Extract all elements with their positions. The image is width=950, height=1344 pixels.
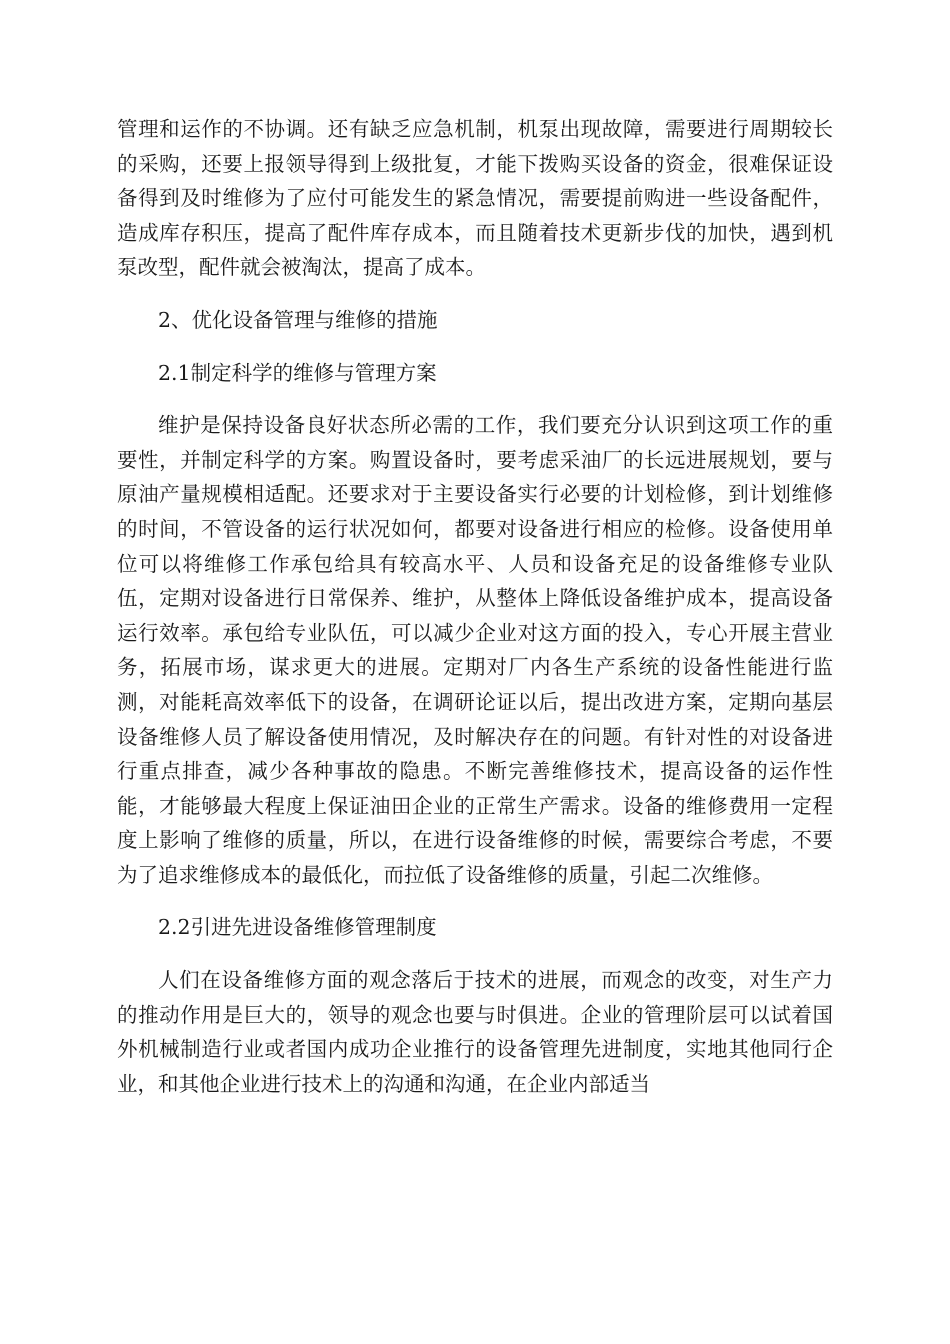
paragraph-management-system: 人们在设备维修方面的观念落后于技术的进展，而观念的改变，对生产力的推动作用是巨大的，领导的观念也要与时俱进。企业的管理阶层可以试着国外机械制造行业或者国内成功企业推行的设备管理先进制度，实地其他同行企业，和其他企业进行技术上的沟通和沟通，在企业内部适当 <box>117 968 833 1096</box>
subsection-heading-2-1: 2.1制定科学的维修与管理方案 <box>158 360 437 385</box>
subsection-heading-2-2: 2.2引进先进设备维修管理制度 <box>158 915 437 940</box>
section-heading-2: 2、优化设备管理与维修的措施 <box>158 307 438 332</box>
paragraph-maintenance-plan: 维护是保持设备良好状态所必需的工作，我们要充分认识到这项工作的重要性，并制定科学的方案。购置设备时，要考虑采油厂的长远进展规划，要与原油产量规模相适配。还要求对于主要设备实行必要的计划检修，到计划维修的时间，不管设备的运行状况如何，都要对设备进行相应的检修。设备使用单位可以将维修工作承包给具有较高水平、人员和设备充足的设备维修专业队伍，定期对设备进行日常保养、维护，从整体上降低设备维护成本，提高设备运行效率。承包给专业队伍，可以减少企业对这方面的投入，专心开展主营业务，拓展市场，谋求更大的进展。定期对厂内各生产系统的设备性能进行监测，对能耗高效率低下的设备，在调研论证以后，提出改进方案，定期向基层设备维修人员了解设备使用情况，及时解决存在的问题。有针对性的对设备进行重点排查，减少各种事故的隐患。不断完善维修技术，提高设备的运作性能，才能够最大程度上保证油田企业的正常生产需求。设备的维修费用一定程度上影响了维修的质量，所以，在进行设备维修的时候，需要综合考虑，不要为了追求维修成本的最低化，而拉低了设备维修的质量，引起二次维修。 <box>117 413 833 887</box>
paragraph-continued: 管理和运作的不协调。还有缺乏应急机制，机泵出现故障，需要进行周期较长的采购，还要上报领导得到上级批复，才能下拨购买设备的资金，很难保证设备得到及时维修为了应付可能发生的紧急情况，需要提前购进一些设备配件，造成库存积压，提高了配件库存成本，而且随着技术更新步伐的加快，遇到机泵改型，配件就会被淘汰，提高了成本。 <box>117 117 833 280</box>
document-body <box>117 112 833 1119</box>
